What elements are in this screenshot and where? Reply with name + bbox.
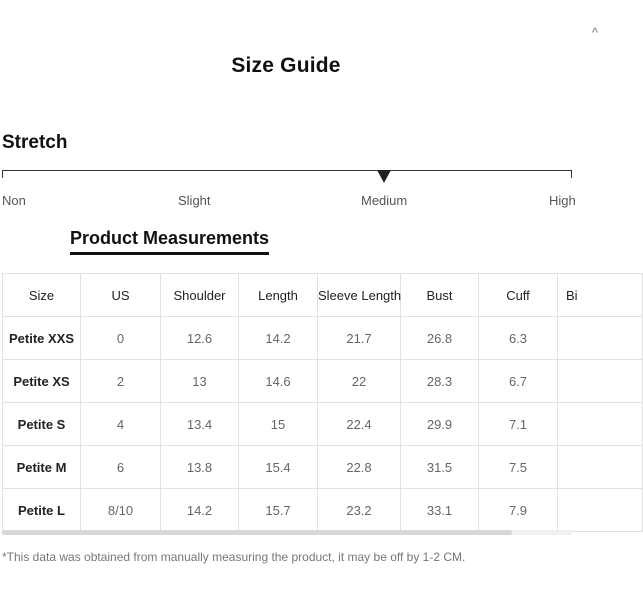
sleeve-length-cell: 23.2 — [318, 489, 401, 532]
stretch-scale-line — [2, 170, 572, 171]
product-measurements-heading: Product Measurements — [70, 228, 269, 255]
column-header: Cuff — [479, 274, 558, 317]
length-cell: 15 — [239, 403, 318, 446]
us-cell: 2 — [81, 360, 161, 403]
table-horizontal-scrollbar[interactable] — [2, 530, 572, 535]
stretch-heading: Stretch — [2, 132, 68, 153]
measurements-table-container[interactable] — [2, 273, 578, 535]
length-cell: 14.6 — [239, 360, 318, 403]
sleeve-length-cell: 21.7 — [318, 317, 401, 360]
stretch-tick-end — [571, 170, 572, 178]
truncated-cell — [558, 317, 643, 360]
us-cell: 8/10 — [81, 489, 161, 532]
scroll-up-icon[interactable]: ^ — [591, 25, 598, 40]
bust-cell: 28.3 — [401, 360, 479, 403]
bust-cell: 31.5 — [401, 446, 479, 489]
stretch-tick-start — [2, 170, 3, 178]
column-header: Shoulder — [161, 274, 239, 317]
stretch-indicator-icon — [377, 170, 391, 183]
table-header-row — [3, 274, 643, 317]
cuff-cell: 7.9 — [479, 489, 558, 532]
truncated-cell — [558, 403, 643, 446]
length-cell: 15.4 — [239, 446, 318, 489]
size-cell: Petite L — [3, 489, 81, 532]
measurement-disclaimer: *This data was obtained from manually measuring the product, it may be off by 1-2 CM. — [2, 550, 466, 564]
size-cell: Petite S — [3, 403, 81, 446]
stretch-scale — [2, 170, 576, 220]
column-header: Bi — [558, 274, 643, 317]
stretch-level-high: High — [549, 193, 576, 208]
bust-cell: 26.8 — [401, 317, 479, 360]
sleeve-length-cell: 22 — [318, 360, 401, 403]
us-cell: 4 — [81, 403, 161, 446]
table-row — [3, 317, 643, 360]
bust-cell: 33.1 — [401, 489, 479, 532]
size-cell: Petite XXS — [3, 317, 81, 360]
column-header: Bust — [401, 274, 479, 317]
column-header: Length — [239, 274, 318, 317]
bust-cell: 29.9 — [401, 403, 479, 446]
size-cell: Petite M — [3, 446, 81, 489]
stretch-level-slight: Slight — [178, 193, 211, 208]
truncated-cell — [558, 446, 643, 489]
cuff-cell: 6.3 — [479, 317, 558, 360]
sleeve-length-cell: 22.8 — [318, 446, 401, 489]
us-cell: 0 — [81, 317, 161, 360]
shoulder-cell: 13.8 — [161, 446, 239, 489]
column-header: Size — [3, 274, 81, 317]
page-title: Size Guide — [231, 54, 341, 77]
shoulder-cell: 14.2 — [161, 489, 239, 532]
table-row — [3, 403, 643, 446]
cuff-cell: 7.1 — [479, 403, 558, 446]
column-header: Sleeve Length — [318, 274, 401, 317]
shoulder-cell: 12.6 — [161, 317, 239, 360]
column-header: US — [81, 274, 161, 317]
table-row — [3, 489, 643, 532]
table-row — [3, 360, 643, 403]
length-cell: 14.2 — [239, 317, 318, 360]
scrollbar-thumb[interactable] — [2, 530, 512, 535]
shoulder-cell: 13 — [161, 360, 239, 403]
size-cell: Petite XS — [3, 360, 81, 403]
stretch-level-non: Non — [2, 193, 26, 208]
us-cell: 6 — [81, 446, 161, 489]
measurements-table — [2, 273, 643, 532]
stretch-level-medium: Medium — [361, 193, 408, 208]
length-cell: 15.7 — [239, 489, 318, 532]
sleeve-length-cell: 22.4 — [318, 403, 401, 446]
cuff-cell: 7.5 — [479, 446, 558, 489]
cuff-cell: 6.7 — [479, 360, 558, 403]
shoulder-cell: 13.4 — [161, 403, 239, 446]
table-row — [3, 446, 643, 489]
truncated-cell — [558, 360, 643, 403]
truncated-cell — [558, 489, 643, 532]
